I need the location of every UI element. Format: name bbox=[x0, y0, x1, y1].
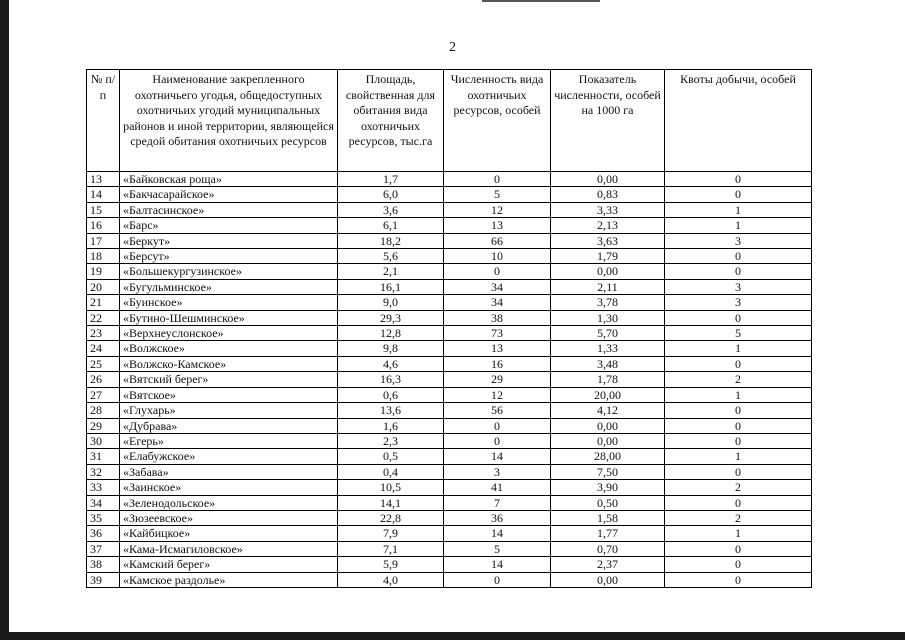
header-density: Показатель численности, особей на 1000 га bbox=[551, 70, 665, 172]
table-row bbox=[87, 249, 812, 264]
cell-density: 3,78 bbox=[551, 295, 665, 310]
cell-population: 14 bbox=[444, 449, 551, 464]
table-row bbox=[87, 510, 812, 525]
cell-hunting-ground: «Дубрава» bbox=[120, 418, 338, 433]
cell-area: 16,3 bbox=[338, 372, 444, 387]
cell-number: 14 bbox=[87, 187, 120, 202]
cell-population: 12 bbox=[444, 387, 551, 402]
cell-number: 27 bbox=[87, 387, 120, 402]
cell-number: 24 bbox=[87, 341, 120, 356]
cell-area: 6,0 bbox=[338, 187, 444, 202]
cell-density: 3,33 bbox=[551, 202, 665, 217]
cell-hunting-ground: «Бугульминское» bbox=[120, 279, 338, 294]
cell-population: 14 bbox=[444, 557, 551, 572]
cell-number: 25 bbox=[87, 356, 120, 371]
cell-number: 15 bbox=[87, 202, 120, 217]
table-header-row bbox=[87, 70, 812, 172]
cell-density: 2,13 bbox=[551, 218, 665, 233]
header-quota: Квоты добычи, особей bbox=[665, 70, 812, 172]
cell-area: 16,1 bbox=[338, 279, 444, 294]
table-row bbox=[87, 572, 812, 587]
cell-quota: 0 bbox=[665, 557, 812, 572]
cell-density: 1,79 bbox=[551, 249, 665, 264]
table-row bbox=[87, 233, 812, 248]
cell-area: 29,3 bbox=[338, 310, 444, 325]
cell-number: 32 bbox=[87, 464, 120, 479]
cell-density: 3,48 bbox=[551, 356, 665, 371]
cell-quota: 0 bbox=[665, 249, 812, 264]
cell-density: 0,50 bbox=[551, 495, 665, 510]
cell-density: 20,00 bbox=[551, 387, 665, 402]
cell-hunting-ground: «Балтасинское» bbox=[120, 202, 338, 217]
cell-area: 1,7 bbox=[338, 172, 444, 187]
table-row bbox=[87, 403, 812, 418]
cell-number: 23 bbox=[87, 326, 120, 341]
cell-number: 13 bbox=[87, 172, 120, 187]
cell-area: 7,1 bbox=[338, 541, 444, 556]
cell-population: 0 bbox=[444, 418, 551, 433]
cell-quota: 1 bbox=[665, 526, 812, 541]
scan-border-bottom bbox=[0, 632, 905, 640]
cell-quota: 3 bbox=[665, 295, 812, 310]
header-hunting-ground: Наименование закрепленного охотничьего угодья, общедоступных охотничьих угодий муниципальных районов и иной территории, являющейся средой обитания охотничьих ресурсов bbox=[120, 70, 338, 172]
cell-area: 9,8 bbox=[338, 341, 444, 356]
cell-hunting-ground: «Байковская роща» bbox=[120, 172, 338, 187]
quota-table bbox=[86, 69, 812, 588]
cell-quota: 0 bbox=[665, 264, 812, 279]
cell-hunting-ground: «Кайбицкое» bbox=[120, 526, 338, 541]
cell-number: 17 bbox=[87, 233, 120, 248]
header-population: Численность вида охотничьих ресурсов, особей bbox=[444, 70, 551, 172]
cell-area: 4,6 bbox=[338, 356, 444, 371]
cell-hunting-ground: «Заинское» bbox=[120, 480, 338, 495]
cell-area: 7,9 bbox=[338, 526, 444, 541]
cell-population: 34 bbox=[444, 295, 551, 310]
cell-number: 37 bbox=[87, 541, 120, 556]
cell-hunting-ground: «Беркут» bbox=[120, 233, 338, 248]
cell-hunting-ground: «Егерь» bbox=[120, 433, 338, 448]
cell-area: 5,6 bbox=[338, 249, 444, 264]
header-number: № п/п bbox=[87, 70, 120, 172]
cell-number: 34 bbox=[87, 495, 120, 510]
cell-number: 33 bbox=[87, 480, 120, 495]
cell-area: 10,5 bbox=[338, 480, 444, 495]
cell-quota: 0 bbox=[665, 572, 812, 587]
cell-quota: 0 bbox=[665, 356, 812, 371]
cell-hunting-ground: «Камское раздолье» bbox=[120, 572, 338, 587]
table-body bbox=[87, 172, 812, 588]
cell-quota: 3 bbox=[665, 279, 812, 294]
table-row bbox=[87, 557, 812, 572]
cell-quota: 0 bbox=[665, 187, 812, 202]
cell-number: 20 bbox=[87, 279, 120, 294]
cell-population: 5 bbox=[444, 541, 551, 556]
cell-quota: 1 bbox=[665, 202, 812, 217]
cell-area: 18,2 bbox=[338, 233, 444, 248]
cell-quota: 0 bbox=[665, 310, 812, 325]
cell-area: 1,6 bbox=[338, 418, 444, 433]
cell-population: 16 bbox=[444, 356, 551, 371]
cell-hunting-ground: «Буинское» bbox=[120, 295, 338, 310]
cell-hunting-ground: «Верхнеуслонское» bbox=[120, 326, 338, 341]
table-row bbox=[87, 310, 812, 325]
cell-area: 6,1 bbox=[338, 218, 444, 233]
scan-artifact-top bbox=[482, 0, 600, 2]
cell-quota: 2 bbox=[665, 480, 812, 495]
table-row bbox=[87, 387, 812, 402]
cell-population: 13 bbox=[444, 218, 551, 233]
table-row bbox=[87, 172, 812, 187]
cell-area: 0,5 bbox=[338, 449, 444, 464]
cell-population: 10 bbox=[444, 249, 551, 264]
cell-area: 13,6 bbox=[338, 403, 444, 418]
cell-area: 2,3 bbox=[338, 433, 444, 448]
cell-area: 0,6 bbox=[338, 387, 444, 402]
cell-population: 36 bbox=[444, 510, 551, 525]
cell-area: 14,1 bbox=[338, 495, 444, 510]
cell-number: 26 bbox=[87, 372, 120, 387]
cell-density: 1,30 bbox=[551, 310, 665, 325]
cell-population: 41 bbox=[444, 480, 551, 495]
cell-density: 0,83 bbox=[551, 187, 665, 202]
table-row bbox=[87, 356, 812, 371]
cell-quota: 0 bbox=[665, 464, 812, 479]
cell-density: 3,63 bbox=[551, 233, 665, 248]
cell-hunting-ground: «Вятское» bbox=[120, 387, 338, 402]
cell-quota: 2 bbox=[665, 510, 812, 525]
cell-hunting-ground: «Зеленодольское» bbox=[120, 495, 338, 510]
table-row bbox=[87, 418, 812, 433]
cell-quota: 3 bbox=[665, 233, 812, 248]
cell-hunting-ground: «Забава» bbox=[120, 464, 338, 479]
table-row bbox=[87, 264, 812, 279]
table-row bbox=[87, 433, 812, 448]
cell-density: 0,70 bbox=[551, 541, 665, 556]
cell-hunting-ground: «Кама-Исмагиловское» bbox=[120, 541, 338, 556]
cell-area: 3,6 bbox=[338, 202, 444, 217]
cell-area: 0,4 bbox=[338, 464, 444, 479]
cell-quota: 5 bbox=[665, 326, 812, 341]
cell-density: 2,11 bbox=[551, 279, 665, 294]
cell-density: 7,50 bbox=[551, 464, 665, 479]
cell-area: 22,8 bbox=[338, 510, 444, 525]
cell-population: 29 bbox=[444, 372, 551, 387]
cell-population: 5 bbox=[444, 187, 551, 202]
table-row bbox=[87, 341, 812, 356]
cell-area: 9,0 bbox=[338, 295, 444, 310]
cell-density: 0,00 bbox=[551, 572, 665, 587]
table-row bbox=[87, 464, 812, 479]
table-row bbox=[87, 218, 812, 233]
cell-hunting-ground: «Вятский берег» bbox=[120, 372, 338, 387]
cell-number: 28 bbox=[87, 403, 120, 418]
cell-density: 0,00 bbox=[551, 418, 665, 433]
cell-population: 13 bbox=[444, 341, 551, 356]
cell-density: 1,78 bbox=[551, 372, 665, 387]
cell-population: 38 bbox=[444, 310, 551, 325]
cell-population: 66 bbox=[444, 233, 551, 248]
cell-population: 12 bbox=[444, 202, 551, 217]
cell-hunting-ground: «Бакчасарайское» bbox=[120, 187, 338, 202]
table-row bbox=[87, 480, 812, 495]
cell-area: 2,1 bbox=[338, 264, 444, 279]
table-row bbox=[87, 326, 812, 341]
cell-density: 1,33 bbox=[551, 341, 665, 356]
cell-number: 30 bbox=[87, 433, 120, 448]
cell-population: 0 bbox=[444, 572, 551, 587]
cell-density: 0,00 bbox=[551, 433, 665, 448]
table-row bbox=[87, 372, 812, 387]
cell-population: 73 bbox=[444, 326, 551, 341]
cell-population: 34 bbox=[444, 279, 551, 294]
cell-number: 36 bbox=[87, 526, 120, 541]
cell-population: 0 bbox=[444, 172, 551, 187]
cell-hunting-ground: «Волжско-Камское» bbox=[120, 356, 338, 371]
cell-quota: 1 bbox=[665, 449, 812, 464]
cell-number: 16 bbox=[87, 218, 120, 233]
cell-population: 7 bbox=[444, 495, 551, 510]
cell-quota: 0 bbox=[665, 541, 812, 556]
cell-number: 21 bbox=[87, 295, 120, 310]
cell-number: 19 bbox=[87, 264, 120, 279]
cell-number: 39 bbox=[87, 572, 120, 587]
cell-quota: 0 bbox=[665, 172, 812, 187]
cell-hunting-ground: «Зюзеевское» bbox=[120, 510, 338, 525]
cell-number: 38 bbox=[87, 557, 120, 572]
cell-hunting-ground: «Большекургузинское» bbox=[120, 264, 338, 279]
cell-density: 5,70 bbox=[551, 326, 665, 341]
table-row bbox=[87, 541, 812, 556]
cell-area: 5,9 bbox=[338, 557, 444, 572]
header-area: Площадь, свойственная для обитания вида охотничьих ресурсов, тыс.га bbox=[338, 70, 444, 172]
cell-hunting-ground: «Бутино-Шешминское» bbox=[120, 310, 338, 325]
cell-density: 0,00 bbox=[551, 264, 665, 279]
cell-quota: 1 bbox=[665, 218, 812, 233]
table-row bbox=[87, 449, 812, 464]
scan-border-left bbox=[0, 0, 9, 640]
cell-quota: 0 bbox=[665, 495, 812, 510]
cell-hunting-ground: «Волжское» bbox=[120, 341, 338, 356]
page-number: 2 bbox=[449, 40, 456, 55]
cell-hunting-ground: «Берсут» bbox=[120, 249, 338, 264]
cell-density: 2,37 bbox=[551, 557, 665, 572]
cell-population: 14 bbox=[444, 526, 551, 541]
table-row bbox=[87, 187, 812, 202]
cell-quota: 1 bbox=[665, 341, 812, 356]
cell-population: 3 bbox=[444, 464, 551, 479]
table-row bbox=[87, 279, 812, 294]
cell-hunting-ground: «Елабужское» bbox=[120, 449, 338, 464]
table-row bbox=[87, 295, 812, 310]
cell-population: 0 bbox=[444, 264, 551, 279]
cell-hunting-ground: «Барс» bbox=[120, 218, 338, 233]
cell-density: 1,58 bbox=[551, 510, 665, 525]
cell-hunting-ground: «Камский берег» bbox=[120, 557, 338, 572]
cell-area: 4,0 bbox=[338, 572, 444, 587]
cell-area: 12,8 bbox=[338, 326, 444, 341]
cell-quota: 2 bbox=[665, 372, 812, 387]
cell-density: 1,77 bbox=[551, 526, 665, 541]
cell-quota: 1 bbox=[665, 387, 812, 402]
cell-number: 29 bbox=[87, 418, 120, 433]
cell-density: 4,12 bbox=[551, 403, 665, 418]
cell-density: 0,00 bbox=[551, 172, 665, 187]
table-row bbox=[87, 526, 812, 541]
cell-number: 18 bbox=[87, 249, 120, 264]
table-row bbox=[87, 202, 812, 217]
cell-quota: 0 bbox=[665, 403, 812, 418]
cell-number: 31 bbox=[87, 449, 120, 464]
cell-population: 0 bbox=[444, 433, 551, 448]
cell-quota: 0 bbox=[665, 433, 812, 448]
cell-density: 28,00 bbox=[551, 449, 665, 464]
cell-quota: 0 bbox=[665, 418, 812, 433]
cell-density: 3,90 bbox=[551, 480, 665, 495]
cell-population: 56 bbox=[444, 403, 551, 418]
cell-hunting-ground: «Глухарь» bbox=[120, 403, 338, 418]
cell-number: 22 bbox=[87, 310, 120, 325]
cell-number: 35 bbox=[87, 510, 120, 525]
table-row bbox=[87, 495, 812, 510]
